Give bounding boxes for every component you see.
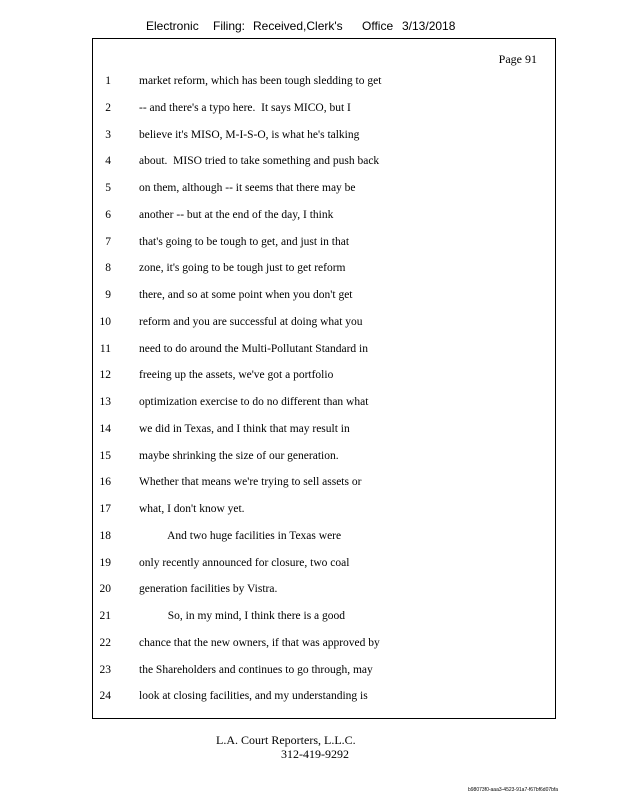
line-text: Whether that means we're trying to sell assets or — [139, 476, 362, 489]
transcript-line — [93, 343, 555, 359]
line-text: maybe shrinking the size of our generation. — [139, 449, 339, 462]
court-reporter-name: L.A. Court Reporters, L.L.C. — [216, 733, 356, 747]
line-number: 5 — [105, 182, 111, 194]
line-number: 2 — [105, 101, 111, 114]
transcript-line — [93, 583, 555, 599]
line-text: need to do around the Multi-Pollutant Standard in — [139, 342, 369, 355]
line-text: -- and there's a typo here. It says MICO, but I — [139, 101, 351, 114]
line-text: reform and you are successful at doing what you — [139, 315, 363, 328]
transcript-line — [93, 289, 555, 305]
transcript-page — [92, 38, 556, 719]
line-number: 18 — [99, 529, 111, 542]
line-number: 15 — [99, 449, 111, 462]
transcript-line — [93, 423, 555, 439]
transcript-line — [93, 450, 555, 466]
line-text: market reform, which has been tough sledding to get — [139, 75, 382, 87]
line-text: So, in my mind, I think there is a good — [139, 610, 346, 622]
line-number: 1 — [105, 75, 111, 87]
filing-stamp-electronic: Electronic — [146, 19, 199, 33]
transcript-line — [93, 209, 555, 225]
transcript-line — [93, 503, 555, 519]
line-text: the Shareholders and continues to go through, may — [139, 663, 373, 676]
line-number: 3 — [105, 128, 111, 141]
transcript-line — [93, 664, 555, 680]
line-number: 8 — [105, 262, 111, 275]
transcript-line — [93, 530, 555, 546]
line-text: that's going to be tough to get, and just in that — [139, 235, 350, 248]
page-number: Page 91 — [498, 52, 537, 66]
transcript-line — [93, 610, 555, 626]
line-number: 11 — [99, 342, 111, 355]
line-number: 7 — [105, 235, 111, 248]
line-text: optimization exercise to do no different than what — [139, 396, 369, 408]
line-text: zone, it's going to be tough just to get reform — [139, 262, 346, 275]
filing-stamp-received: Received,Clerk's — [253, 19, 343, 33]
line-number: 20 — [99, 583, 111, 596]
line-number: 9 — [105, 289, 111, 301]
line-number: 17 — [99, 503, 111, 515]
transcript-line — [93, 316, 555, 332]
transcript-line — [93, 557, 555, 573]
filing-stamp-date: 3/13/2018 — [402, 19, 456, 33]
transcript-line — [93, 262, 555, 278]
filing-stamp-filing: Filing: — [213, 19, 246, 33]
line-text: chance that the new owners, if that was approved by — [139, 636, 380, 649]
line-number: 23 — [99, 663, 111, 676]
line-text: freeing up the assets, we've got a portfolio — [139, 369, 334, 382]
line-number: 10 — [99, 315, 111, 328]
transcript-line — [93, 236, 555, 252]
line-text: we did in Texas, and I think that may result in — [139, 422, 350, 435]
line-text: what, I don't know yet. — [139, 503, 245, 515]
transcript-line — [93, 369, 555, 385]
transcript-line — [93, 396, 555, 412]
line-text: another -- but at the end of the day, I think — [139, 208, 334, 221]
document-id: b98073f0-aaa3-4523-91a7-f67bf6d07bfa — [468, 787, 559, 793]
line-number: 14 — [99, 422, 111, 435]
line-number: 6 — [105, 208, 111, 221]
transcript-line — [93, 75, 555, 91]
court-reporter-phone: 312-419-9292 — [281, 747, 349, 761]
transcript-line — [93, 129, 555, 145]
filing-stamp-office: Office — [362, 19, 394, 33]
transcript-line — [93, 155, 555, 171]
line-text: generation facilities by Vistra. — [139, 583, 278, 596]
transcript-line — [93, 476, 555, 492]
line-text: about. MISO tried to take something and push back — [139, 155, 380, 168]
transcript-line — [93, 182, 555, 198]
transcript-line — [93, 637, 555, 653]
line-number: 4 — [105, 155, 111, 168]
line-text: believe it's MISO, M-I-S-O, is what he's talking — [139, 128, 360, 141]
line-number: 12 — [99, 369, 111, 382]
transcript-line — [93, 690, 555, 706]
line-text: And two huge facilities in Texas were — [139, 529, 342, 542]
line-number: 22 — [99, 636, 111, 649]
line-number: 21 — [99, 610, 111, 622]
line-text: only recently announced for closure, two coal — [139, 556, 350, 569]
line-number: 13 — [99, 396, 111, 408]
line-text: on them, although -- it seems that there may be — [139, 182, 356, 194]
line-text: look at closing facilities, and my understanding is — [139, 690, 368, 703]
line-number: 19 — [99, 556, 111, 569]
line-text: there, and so at some point when you don't get — [139, 289, 353, 301]
line-number: 24 — [99, 690, 111, 703]
transcript-line — [93, 102, 555, 118]
line-number: 16 — [99, 476, 111, 489]
